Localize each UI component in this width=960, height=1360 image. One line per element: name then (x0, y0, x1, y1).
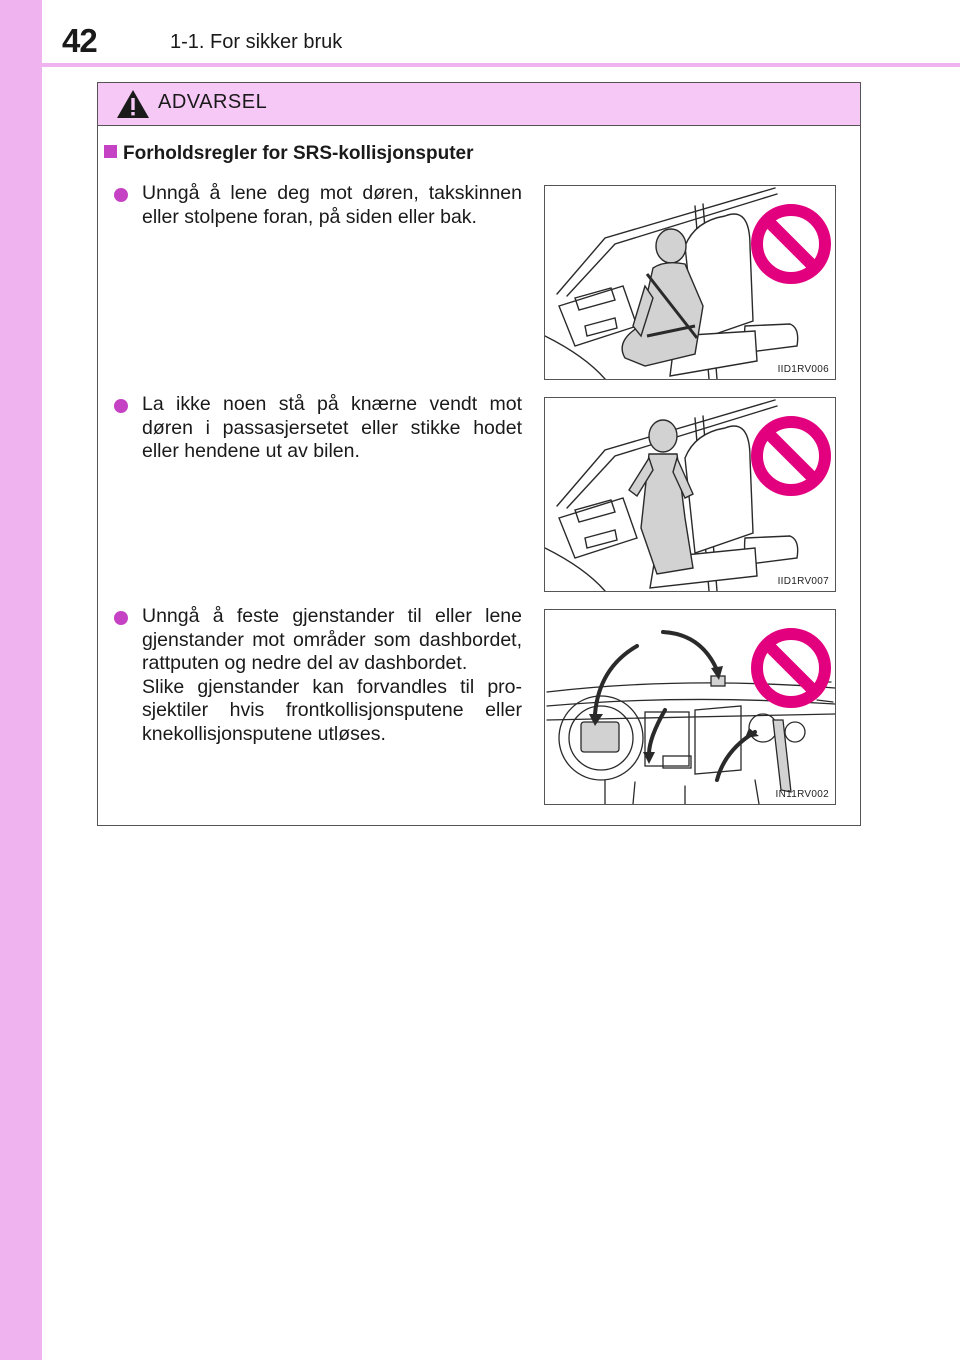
bullet-dot-icon (114, 399, 128, 413)
item-text: La ikke noen stå på knærne vendt mot døren i passasjersetet eller stikke hodet eller hendene ut av bilen. (142, 393, 522, 462)
running-title: 1-1. For sikker bruk (170, 31, 343, 53)
list-item (114, 182, 522, 229)
figure-code: IN11RV002 (775, 789, 829, 800)
list-item (114, 393, 522, 464)
prohibition-sign-icon (757, 210, 825, 278)
figure-kneeling-passenger (544, 397, 836, 592)
bullet-dot-icon (114, 188, 128, 202)
warning-box (97, 82, 861, 826)
item-text: Unngå å lene deg mot døren, takskinnen eller stolpene foran, på siden eller bak. (142, 182, 522, 228)
item-text-continued: Slike gjenstander kan forvandles til prosjektiler hvis frontkollisjonsputene eller knekollisjonsputene utløses. (142, 675, 522, 745)
figure-dashboard-objects (544, 609, 836, 805)
warning-header (98, 83, 860, 126)
figure-code: IID1RV006 (777, 364, 829, 375)
side-tab-band (0, 0, 42, 1360)
section-heading (104, 143, 474, 165)
list-item (114, 605, 522, 746)
figure-code: IID1RV007 (777, 576, 829, 587)
figure-lean-on-door (544, 185, 836, 380)
header-rule (42, 63, 960, 67)
heading-square-icon (104, 145, 117, 158)
prohibition-sign-icon (757, 422, 825, 490)
bullet-dot-icon (114, 611, 128, 625)
page-number: 42 (62, 22, 97, 59)
prohibition-sign-icon (757, 634, 825, 702)
item-text: Unngå å feste gjenstander til eller lene gjenstander mot områder som dashbordet, rattputen og nedre del av dashbordet. (142, 605, 522, 674)
warning-triangle-icon (116, 89, 150, 119)
warning-label: ADVARSEL (158, 91, 268, 113)
section-heading-text: Forholdsregler for SRS-kollisjonsputer (123, 143, 474, 164)
